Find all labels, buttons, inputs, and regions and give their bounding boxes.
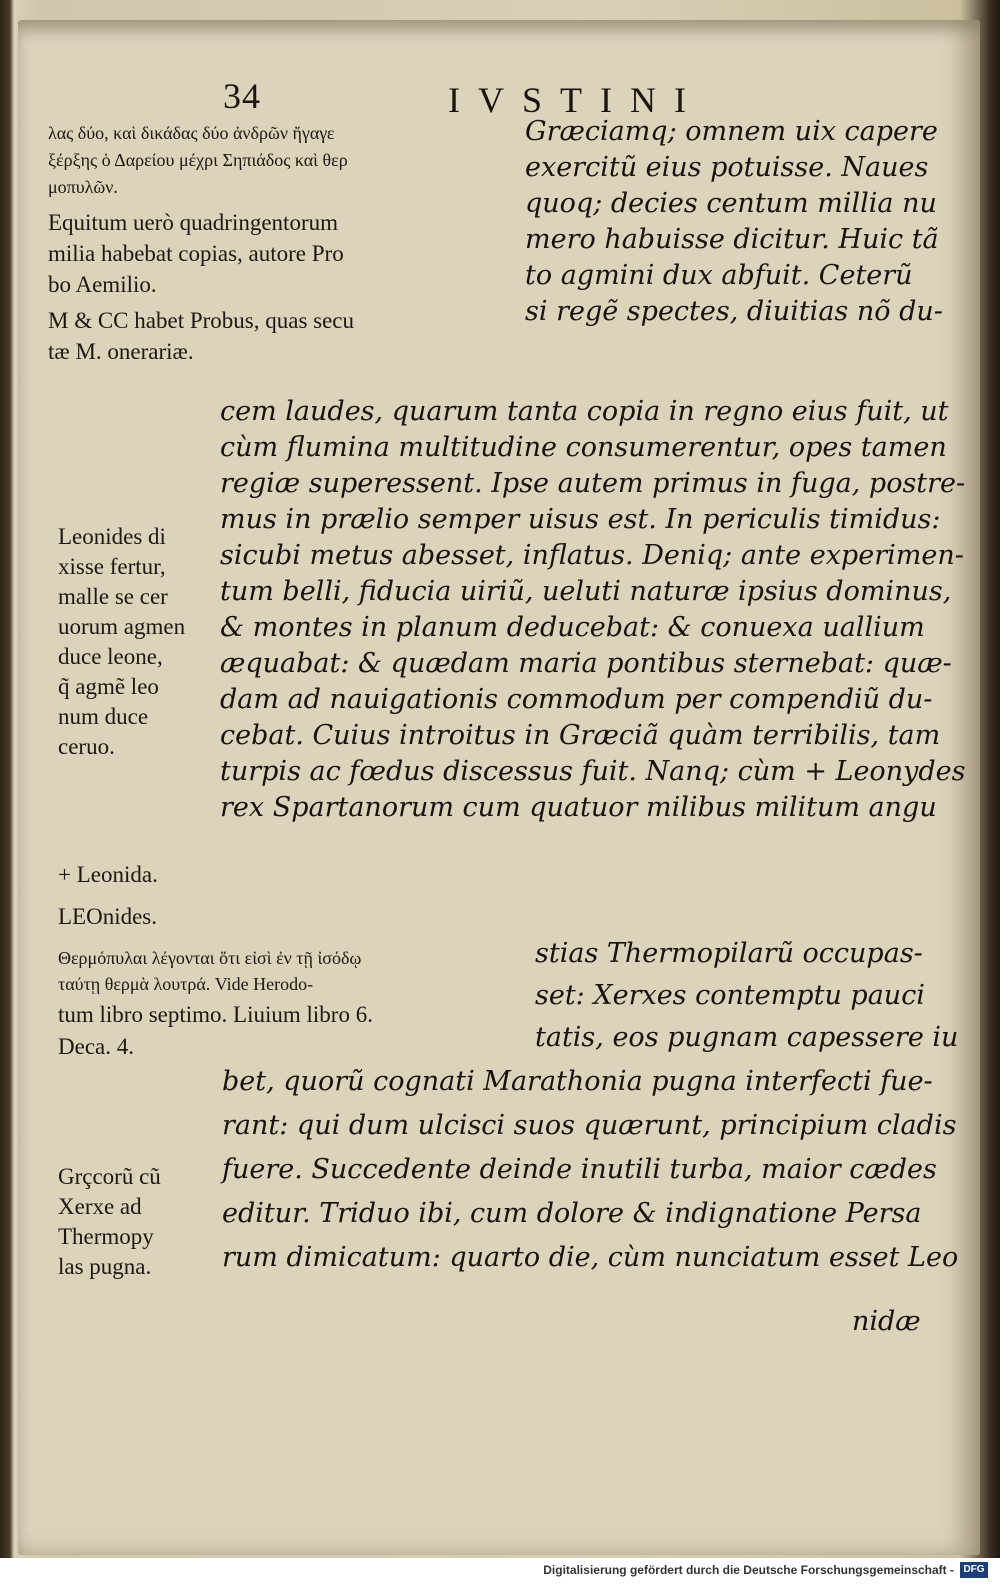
funding-credit: Digitalisierung gefördert durch die Deutsche Forschungsgemeinschaft -: [543, 1563, 954, 1577]
note-line: Xerxe ad: [58, 1194, 142, 1219]
text-line: cùm flumina multitudine consumerentur, opes tamen: [220, 432, 947, 463]
margin-note-leonides: [58, 522, 185, 762]
note-line: bo Aemilio.: [48, 272, 157, 297]
text-line: exercitũ eius potuisse. Naues: [525, 152, 929, 183]
text-line: mus in prælio semper uisus est. In periculis timidus:: [220, 504, 941, 535]
note-line: Grçcorũ cũ: [58, 1164, 161, 1189]
text-line: quoq; decies centum millia nu: [525, 188, 937, 219]
text-line: tatis, eos pugnam capessere iu: [535, 1022, 959, 1053]
margin-note-herodotus: [58, 1000, 373, 1064]
note-line: num duce: [58, 704, 149, 729]
text-line: æquabat: & quædam maria pontibus sternebat: quæ-: [220, 648, 952, 679]
text-line: stias Thermopilarũ occupas-: [535, 938, 923, 969]
main-text-block-2: [222, 1064, 958, 1284]
text-line: cebat. Cuius introitus in Græciã quàm terribilis, tam: [220, 720, 941, 751]
text-line: rex Spartanorum cum quatuor milibus militum angu: [220, 792, 937, 823]
text-line: rum dimicatum: quarto die, cùm nunciatum esset Leo: [222, 1242, 959, 1273]
text-line: mero habuisse dicitur. Huic tã: [525, 224, 939, 255]
note-line: M & CC habet Probus, quas secu: [48, 308, 355, 333]
note-line: tæ M. onerariæ.: [48, 339, 194, 364]
text-line: set: Xerxes contemptu pauci: [535, 980, 925, 1011]
margin-note-leonida: + Leonida.: [58, 862, 158, 887]
text-line: regiæ superessent. Ipse autem primus in fuga, postre-: [220, 468, 966, 499]
margin-note-equitum: [48, 208, 354, 368]
text-line: sicubi metus abesset, inflatus. Deniq; ante experimen-: [220, 540, 964, 571]
note-line: Thermopy: [58, 1224, 154, 1249]
note-line: milia habebat copias, autore Pro: [48, 241, 344, 266]
margin-note-leonides-2: LEOnides.: [58, 904, 158, 929]
note-line: μοπυλῶν.: [48, 177, 118, 197]
main-text-column-2: [535, 936, 958, 1062]
text-line: editur. Triduo ibi, cum dolore & indignatione Persa: [222, 1198, 922, 1229]
note-line: las pugna.: [58, 1254, 152, 1279]
digitization-footer: [0, 1558, 1000, 1584]
margin-note-greek-1: [48, 120, 348, 201]
main-text-column-1: [525, 114, 943, 330]
text-line: bet, quorũ cognati Marathonia pugna interfecti fue-: [222, 1066, 933, 1097]
text-line: rant: qui dum ulcisci suos quærunt, principium cladis: [222, 1110, 957, 1141]
catchword: nidæ: [852, 1306, 921, 1337]
note-line: Deca. 4.: [58, 1034, 134, 1059]
text-line: to agmini dux abfuit. Ceterũ: [525, 260, 913, 291]
note-line: uorum agmen: [58, 614, 186, 639]
text-line: tum belli, fiducia uiriũ, ueluti naturæ ipsius dominus,: [220, 576, 952, 607]
text-line: fuere. Succedente deinde inutili turba, maior cædes: [222, 1154, 937, 1185]
text-line: dam ad nauigationis commodum per compendiũ du-: [220, 684, 933, 715]
margin-note-thermopylae: [58, 1162, 161, 1282]
note-line: xisse fertur,: [58, 554, 166, 579]
text-line: cem laudes, quarum tanta copia in regno eius fuit, ut: [220, 396, 949, 427]
text-line: & montes in planum deducebat: & conuexa uallium: [220, 612, 925, 643]
text-line: si regẽ spectes, diuitias nõ du-: [525, 296, 943, 327]
margin-note-greek-2: [58, 945, 361, 997]
text-line: Græciamq; omnem uix capere: [525, 116, 938, 147]
note-line: q̃ agmẽ leo: [58, 674, 159, 699]
note-line: ταύτῃ θερμὰ λουτρά. Vide Herodo-: [58, 974, 314, 994]
note-line: ceruo.: [58, 734, 115, 759]
note-line: Equitum uerò quadringentorum: [48, 210, 338, 235]
text-line: turpis ac fœdus discessus fuit. Nanq; cùm + Leonydes: [220, 756, 966, 787]
note-line: λας δύο, καὶ δικάδας δύο ἀνδρῶν ἤγαγε: [48, 123, 335, 143]
note-line: tum libro septimo. Liuium libro 6.: [58, 1002, 373, 1027]
running-head: IVSTINI: [448, 80, 704, 120]
main-text-block-1: [220, 394, 965, 826]
note-line: ξέρξης ὁ Δαρείου μέχρι Σηπιάδος καὶ θερ: [48, 150, 348, 170]
dfg-logo-icon: DFG: [960, 1562, 988, 1578]
note-line: Θερμόπυλαι λέγονται ὅτι εἰσὶ ἐν τῇ ἰσόδῳ: [58, 948, 362, 968]
note-line: duce leone,: [58, 644, 163, 669]
page-number: 34: [223, 76, 261, 116]
note-line: Leonides di: [58, 524, 166, 549]
note-line: malle se cer: [58, 584, 168, 609]
